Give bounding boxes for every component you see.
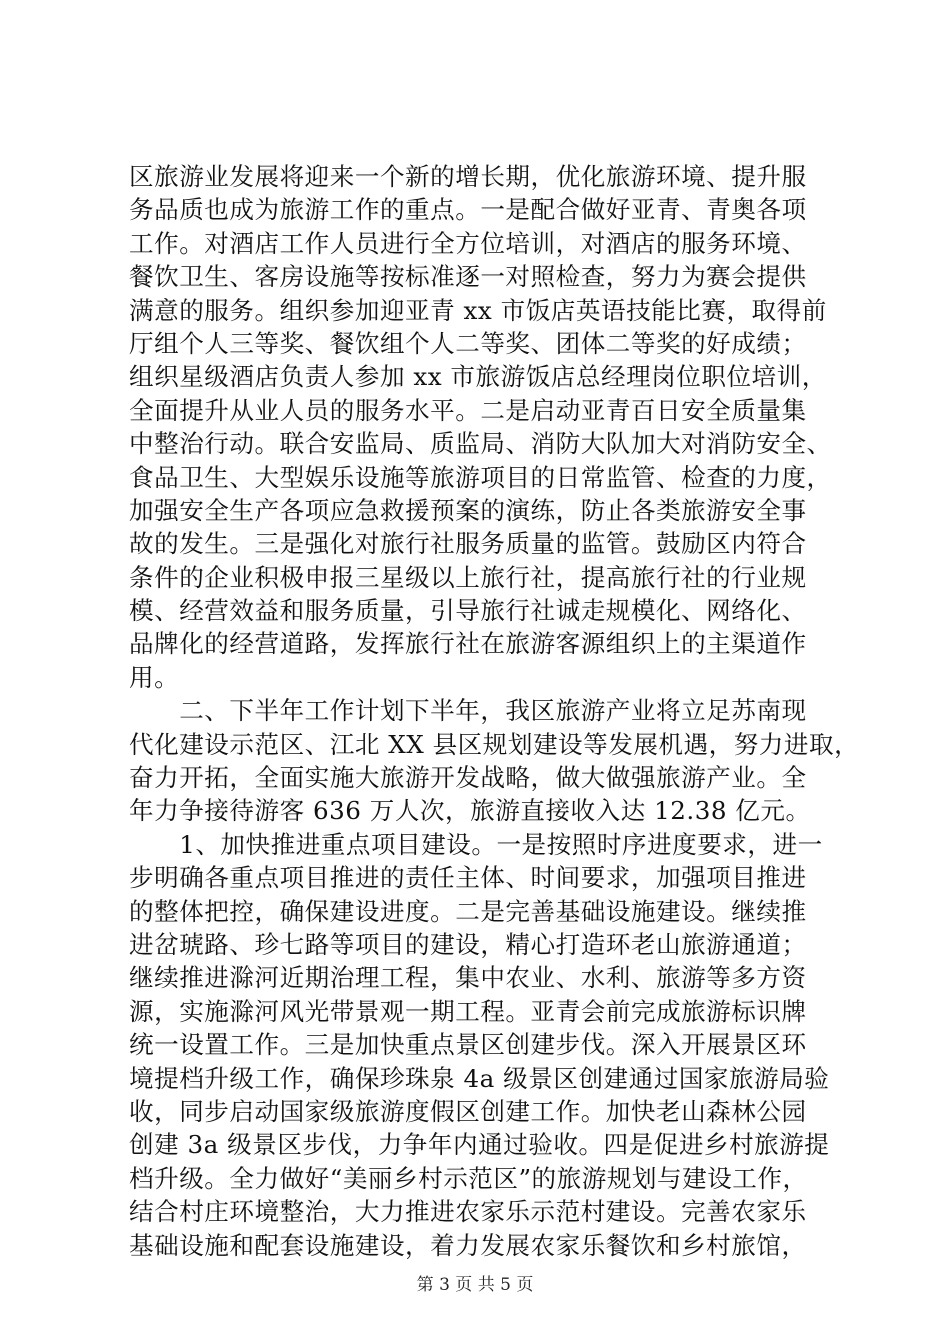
text-line: 境提档升级工作，确保珍珠泉 4a 级景区创建通过国家旅游局验 xyxy=(129,1063,830,1093)
text-line: 务品质也成为旅游工作的重点。一是配合做好亚青、青奥各项 xyxy=(129,195,807,225)
text-line: 食品卫生、大型娱乐设施等旅游项目的日常监管、检查的力度， xyxy=(129,462,832,492)
text-line: 代化建设示范区、江北 XX 县区规划建设等发展机遇，努力进取， xyxy=(129,729,860,759)
text-line: 模、经营效益和服务质量，引导旅行社诚走规模化、网络化、 xyxy=(129,596,807,626)
text-line: 奋力开拓，全面实施大旅游开发战略，做大做强旅游产业。全 xyxy=(129,763,807,793)
text-line: 继续推进滁河近期治理工程，集中农业、水利、旅游等多方资 xyxy=(129,963,807,993)
text-line: 1、加快推进重点项目建设。一是按照时序进度要求，进一 xyxy=(129,829,823,859)
text-line: 的整体把控，确保建设进度。二是完善基础设施建设。继续推 xyxy=(129,896,807,926)
text-line: 创建 3a 级景区步伐，力争年内通过验收。四是促进乡村旅游提 xyxy=(129,1130,830,1160)
text-line: 区旅游业发展将迎来一个新的增长期，优化旅游环境、提升服 xyxy=(129,162,807,191)
text-line: 基础设施和配套设施建设，着力发展农家乐餐饮和乡村旅馆， xyxy=(129,1230,807,1260)
text-line: 全面提升从业人员的服务水平。二是启动亚青百日安全质量集 xyxy=(129,395,807,425)
text-line: 档升级。全力做好“美丽乡村示范区”的旅游规划与建设工作， xyxy=(129,1163,808,1193)
text-line: 厅组个人三等奖、餐饮组个人二等奖、团体二等奖的好成绩； xyxy=(129,328,807,358)
text-line: 加强安全生产各项应急救援预案的演练，防止各类旅游安全事 xyxy=(129,495,807,525)
text-line: 中整治行动。联合安监局、质监局、消防大队加大对消防安全、 xyxy=(129,429,832,459)
text-line: 源，实施滁河风光带景观一期工程。亚青会前完成旅游标识牌 xyxy=(129,996,807,1026)
text-line: 步明确各重点项目推进的责任主体、时间要求，加强项目推进 xyxy=(129,863,807,893)
text-line: 故的发生。三是强化对旅行社服务质量的监管。鼓励区内符合 xyxy=(129,529,807,559)
text-line: 品牌化的经营道路，发挥旅行社在旅游客源组织上的主渠道作 xyxy=(129,629,807,659)
text-line: 餐饮卫生、客房设施等按标准逐一对照检查，努力为赛会提供 xyxy=(129,262,807,292)
body-text xyxy=(129,160,860,1262)
text-line: 条件的企业积极申报三星级以上旅行社，提高旅行社的行业规 xyxy=(129,562,807,592)
text-line: 收，同步启动国家级旅游度假区创建工作。加快老山森林公园 xyxy=(129,1096,807,1126)
text-line: 结合村庄环境整治，大力推进农家乐示范村建设。完善农家乐 xyxy=(129,1197,807,1227)
text-line: 满意的服务。组织参加迎亚青 xx 市饭店英语技能比赛，取得前 xyxy=(129,295,827,325)
text-line: 统一设置工作。三是加快重点景区创建步伐。深入开展景区环 xyxy=(129,1030,807,1060)
text-line: 组织星级酒店负责人参加 xx 市旅游饭店总经理岗位职位培训， xyxy=(129,362,827,392)
text-line: 年力争接待游客 636 万人次，旅游直接收入达 12.38 亿元。 xyxy=(129,796,811,826)
text-line: 工作。对酒店工作人员进行全方位培训，对酒店的服务环境、 xyxy=(129,228,807,258)
text-line: 用。 xyxy=(129,662,180,692)
text-line: 进岔琥路、珍七路等项目的建设，精心打造环老山旅游通道； xyxy=(129,929,807,959)
text-line: 二、下半年工作计划下半年，我区旅游产业将立足苏南现 xyxy=(129,696,807,726)
page-number-footer: 第 3 页 共 5 页 xyxy=(416,1275,534,1295)
